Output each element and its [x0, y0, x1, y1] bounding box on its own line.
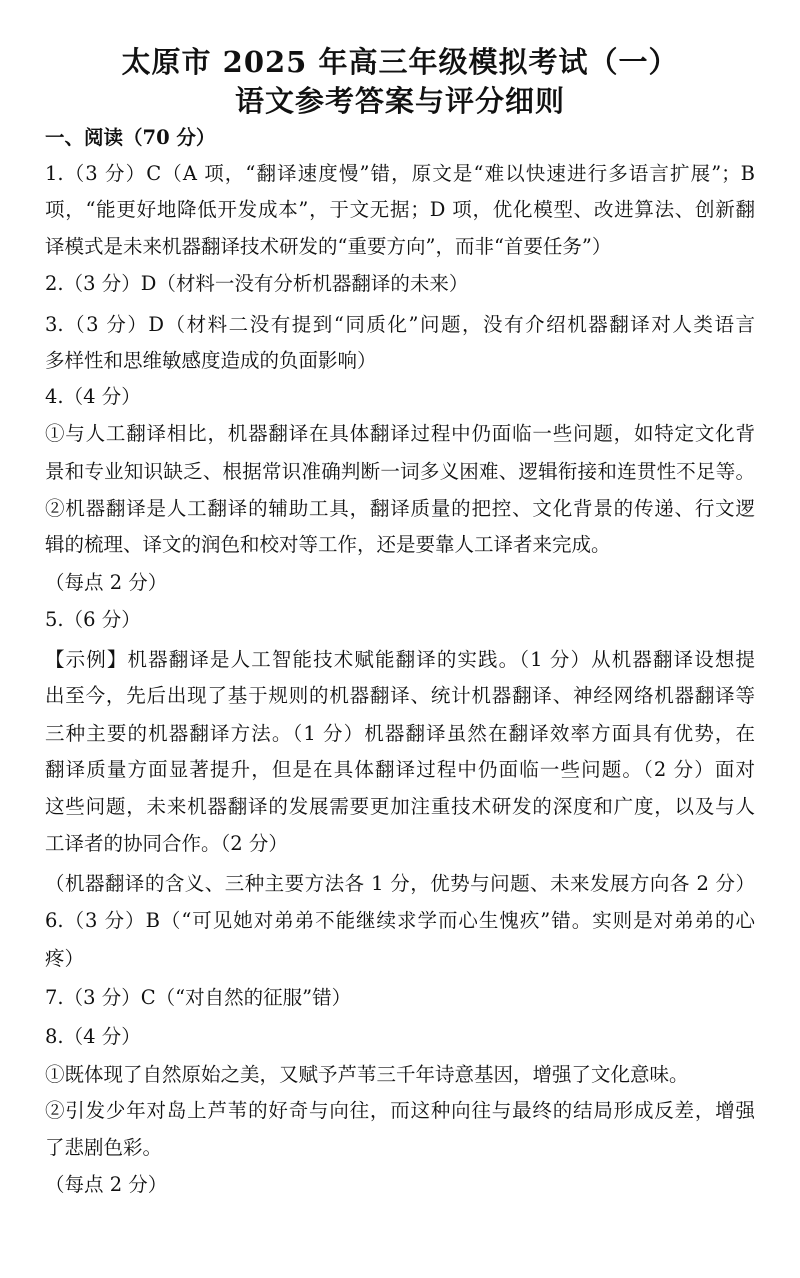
answer-line: ①与人工翻译相比，机器翻译在具体翻译过程中仍面临一些问题，如特定文化背: [45, 422, 755, 445]
scoring-note: （每点 2 分）: [45, 571, 168, 594]
answer-line: 辑的梳理、译文的润色和校对等工作，还是要靠人工译者来完成。: [45, 533, 611, 556]
answer-line: 7.（3 分）C（“对自然的征服”错）: [45, 986, 352, 1009]
answer-line: ②引发少年对岛上芦苇的好奇与向往，而这种向往与最终的结局形成反差，增强: [45, 1099, 755, 1122]
answer-line: 译模式是未来机器翻译技术研发的“重要方向”，而非“首要任务”）: [45, 235, 612, 258]
scoring-note: （机器翻译的含义、三种主要方法各 1 分，优势与问题、未来发展方向各 2 分）: [45, 872, 755, 895]
answer-line: ②机器翻译是人工翻译的辅助工具，翻译质量的把控、文化背景的传递、行文逻: [45, 497, 755, 520]
answer-line: 2.（3 分）D（材料一没有分析机器翻译的未来）: [45, 272, 469, 295]
answer-line: 出至今，先后出现了基于规则的机器翻译、统计机器翻译、神经网络机器翻译等: [45, 684, 755, 707]
answer-line: 1.（3 分）C（A 项，“翻译速度慢”错，原文是“难以快速进行多语言扩展”；B: [45, 162, 755, 185]
answer-line: 工译者的协同合作。（2 分）: [45, 832, 288, 855]
answer-line: 这些问题，未来机器翻译的发展需要更加注重技术研发的深度和广度，以及与人: [45, 795, 755, 818]
answer-line: 多样性和思维敏感度造成的负面影响）: [45, 349, 377, 372]
answer-line: 疼）: [45, 947, 85, 970]
document-title: 太原市 2025 年高三年级模拟考试（一）: [121, 45, 679, 79]
answer-line: 三种主要的机器翻译方法。（1 分）机器翻译虽然在翻译效率方面具有优势，在: [45, 722, 755, 745]
answer-line: 景和专业知识缺乏、根据常识准确判断一词多义困难、逻辑衔接和连贯性不足等。: [45, 460, 755, 483]
answer-line: 3.（3 分）D（材料二没有提到“同质化”问题，没有介绍机器翻译对人类语言: [45, 313, 755, 336]
answer-line: 翻译质量方面显著提升，但是在具体翻译过程中仍面临一些问题。（2 分）面对: [45, 758, 755, 781]
section-heading: 一、阅读（70 分）: [45, 126, 216, 149]
answer-line: 8.（4 分）: [45, 1025, 141, 1048]
answer-line: 6.（3 分）B（“可见她对弟弟不能继续求学而心生愧疚”错。实则是对弟弟的心: [45, 909, 755, 932]
document-subtitle: 语文参考答案与评分细则: [234, 84, 565, 118]
answer-line: 项，“能更好地降低开发成本”，于文无据；D 项，优化模型、改进算法、创新翻: [45, 198, 755, 221]
answer-line: 5.（6 分）: [45, 608, 141, 631]
answer-line: 了悲剧色彩。: [45, 1136, 163, 1159]
answer-line: 【示例】机器翻译是人工智能技术赋能翻译的实践。（1 分）从机器翻译设想提: [45, 648, 755, 671]
answer-line: ①既体现了自然原始之美，又赋予芦苇三千年诗意基因，增强了文化意味。: [45, 1063, 689, 1086]
scoring-note: （每点 2 分）: [45, 1173, 168, 1196]
answer-line: 4.（4 分）: [45, 385, 141, 408]
